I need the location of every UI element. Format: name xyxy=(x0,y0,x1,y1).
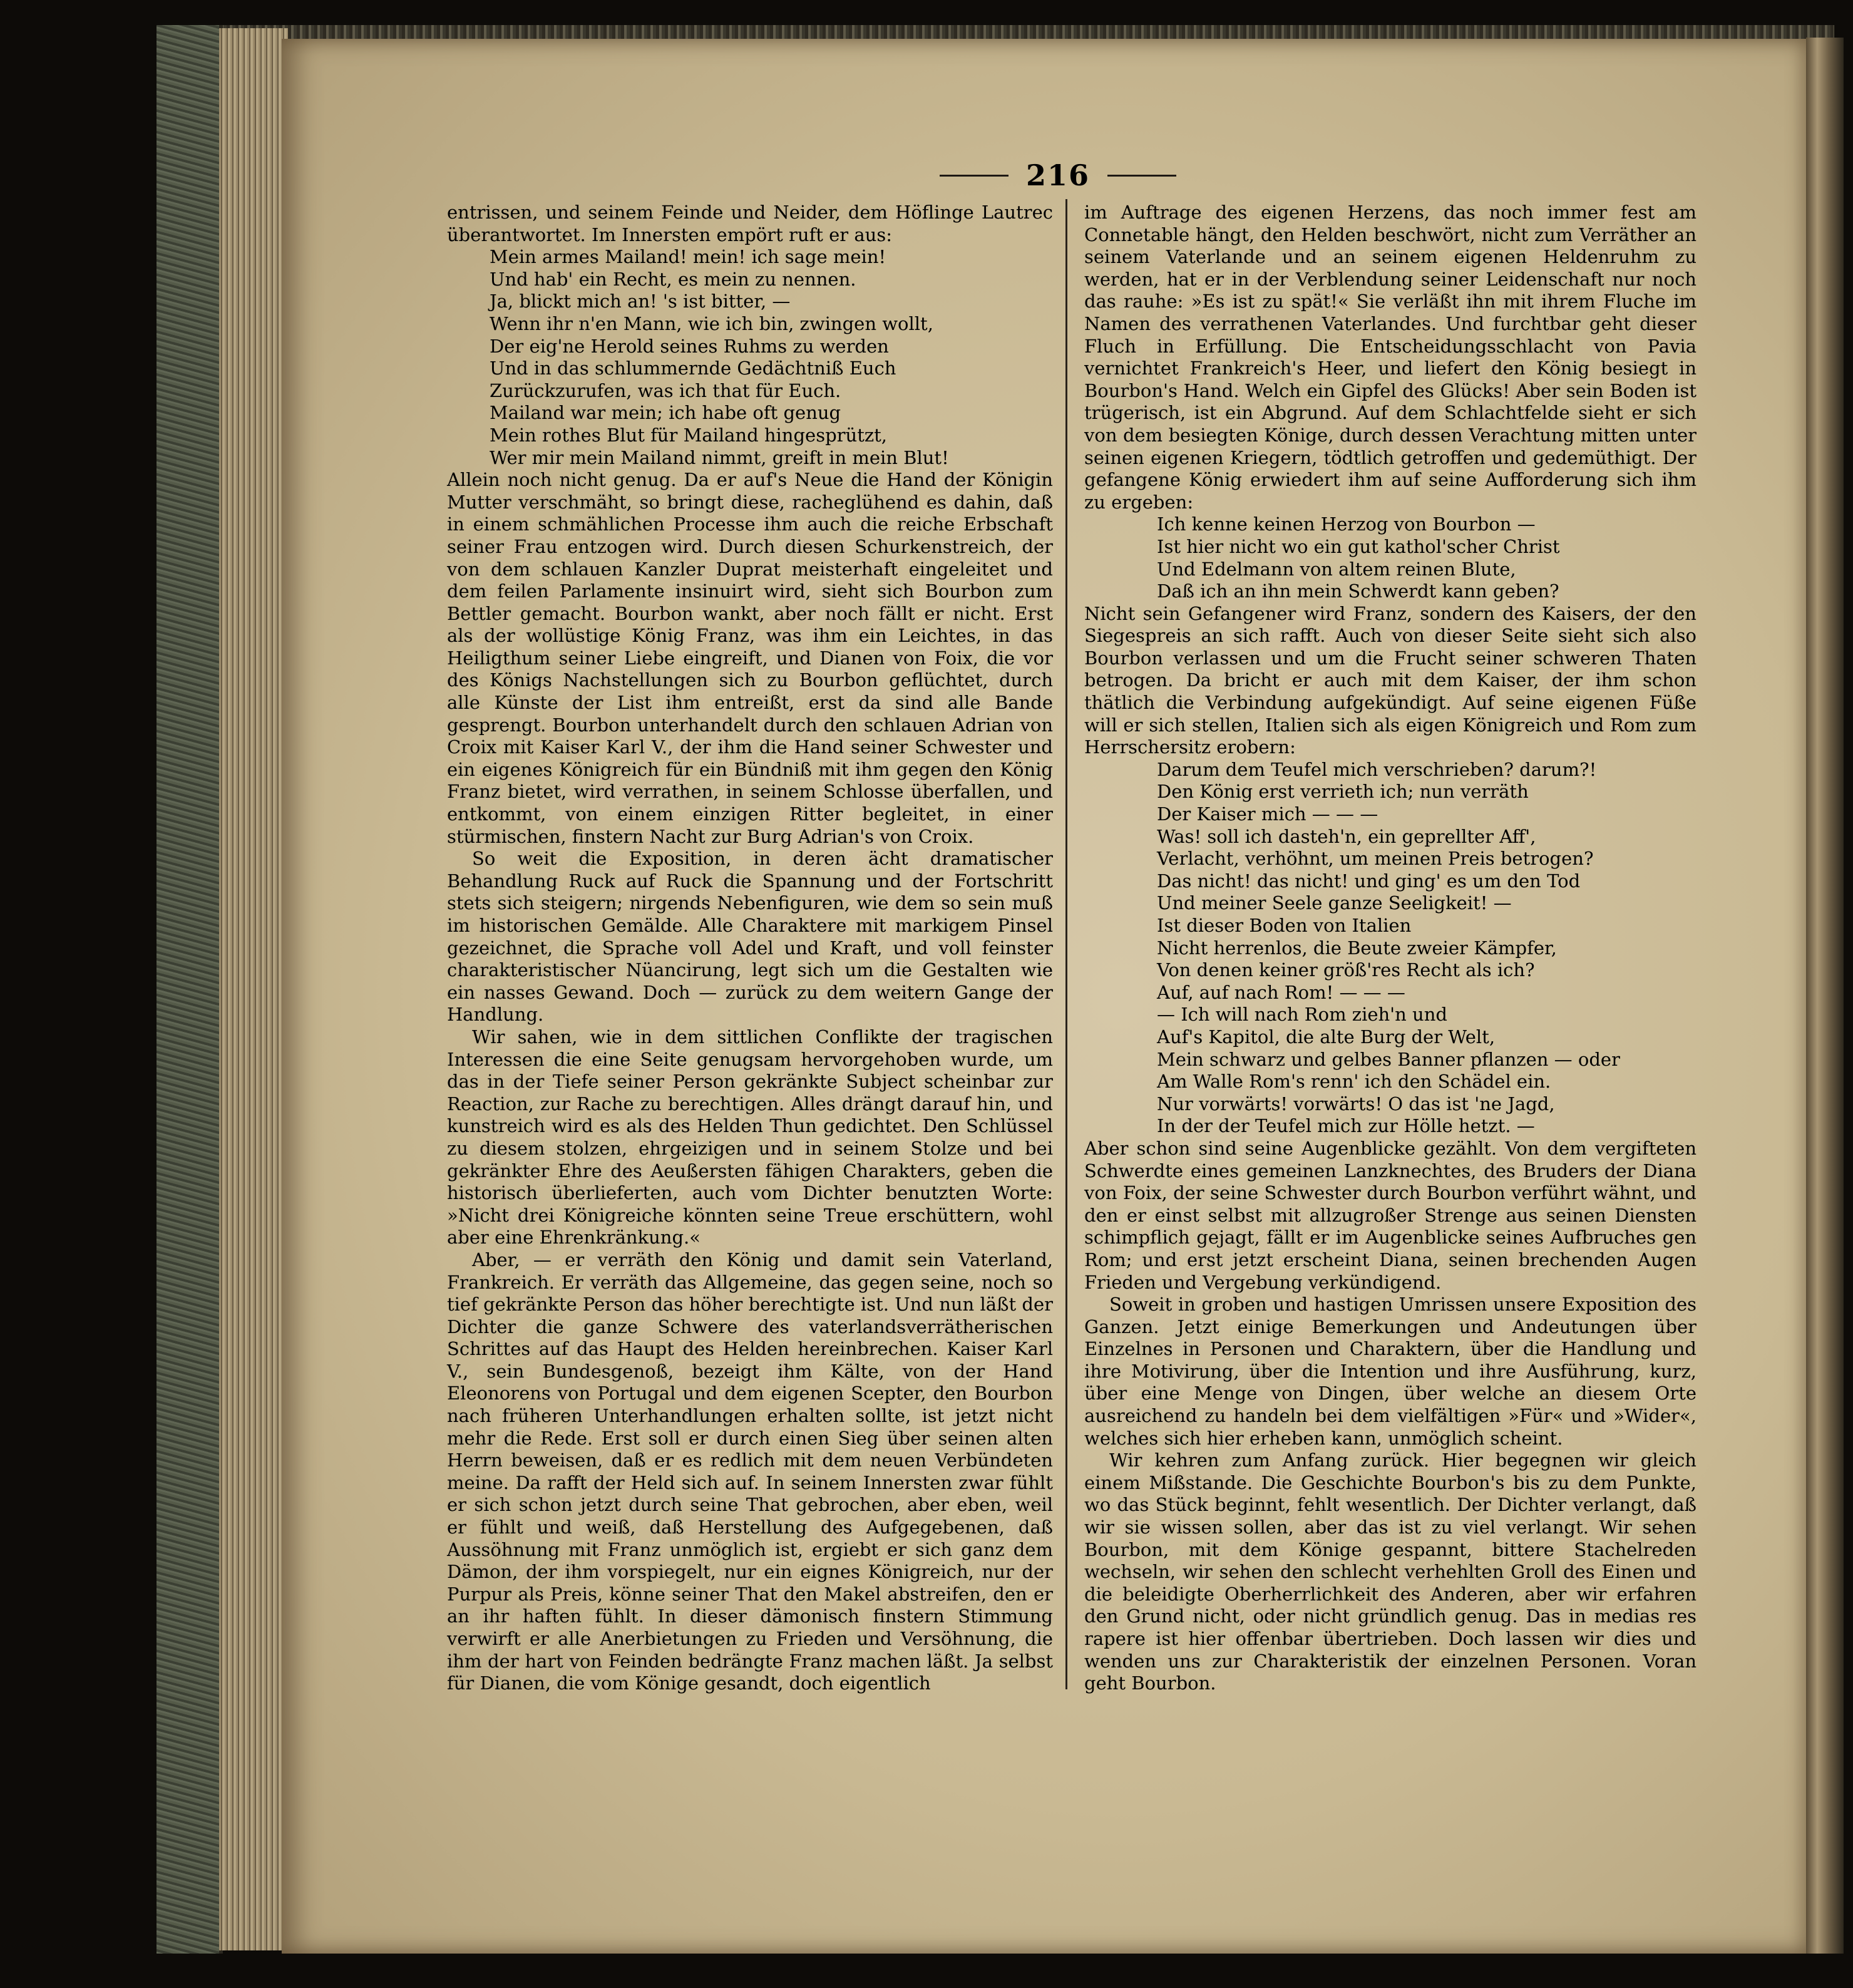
book-cover-edge xyxy=(157,25,223,1954)
paragraph: im Auftrage des eigenen Herzens, das noch immer fest am Connetable hängt, den Helden beschwört, nicht zum Verräther an seinem Vaterlande und an seinem eigenen Heldenruhm zu werden, hat er in der Verblendung seiner Leidenschaft nur noch das rauhe: »Es ist zu spät!« Sie verläßt ihn mit ihrem Fluche im Namen des verrathenen Vaterlandes. Und furchtbar geht dieser Fluch in Erfüllung. Die Entscheidungsschlacht von Pavia vernichtet Frankreich's Heer, und liefert den König besiegt in Bourbon's Hand. Welch ein Gipfel des Glücks! Aber sein Boden ist trügerisch, ist ein Abgrund. Auf dem Schlachtfelde sieht er sich von dem besiegten Könige, durch dessen Verachtung mitten unter seinen eigenen Kriegern, tödtlich getroffen und gedemüthigt. Der gefangene König erwiedert ihm auf seine Aufforderung sich ihm zu ergeben: xyxy=(1084,202,1696,513)
verse-quote xyxy=(447,246,1053,469)
page-number: 216 xyxy=(1025,158,1091,192)
verse-line: Verlacht, verhöhnt, um meinen Preis betrogen? xyxy=(1157,848,1594,870)
verse-line: Ist hier nicht wo ein gut kathol'scher Christ xyxy=(1157,535,1560,557)
verse-line: Und in das schlummernde Gedächtniß Euch xyxy=(490,358,896,379)
verse-line: — Ich will nach Rom zieh'n und xyxy=(1157,1004,1447,1026)
verse-line: Mein schwarz und gelbes Banner pflanzen — oder xyxy=(1157,1048,1620,1070)
page-stack-edges xyxy=(219,28,288,1950)
verse-line: Von denen keiner größ'res Recht als ich? xyxy=(1157,959,1535,981)
verse-line: Ich kenne keinen Herzog von Bourbon — xyxy=(1157,513,1536,535)
verse-line: Wer mir mein Mailand nimmt, greift in mein Blut! xyxy=(490,446,949,468)
verse-line: Darum dem Teufel mich verschrieben? darum?! xyxy=(1157,758,1597,780)
paragraph: Wir sahen, wie in dem sittlichen Conflikte der tragischen Interessen die eine Seite genugsam hervorgehoben wurde, um das in der Tiefe seiner Person gekränkte Subject scheinbar zur Reaction, zur Rache zu berechtigen. Alles drängt darauf hin, und kunstreich wird es als des Helden Thun gedichtet. Den Schlüssel zu diesem stolzen, ehrgeizigen und in seinem Stolze und bei gekränkter Ehre des Aeußersten fähigen Charakters, geben die historisch überlieferten, auch vom Dichter benutzten Worte: »Nicht drei Königreiche könnten seine Treue erschüttern, wohl aber eine Ehrenkränkung.« xyxy=(447,1026,1053,1249)
verse-line: Den König erst verrieth ich; nun verräth xyxy=(1157,781,1529,803)
paragraph: Wir kehren zum Anfang zurück. Hier begegnen wir gleich einem Mißstande. Die Geschichte Bourbon's bis zu dem Punkte, wo das Stück beginnt, fehlt wesentlich. Der Dichter verlangt, daß wir sie wissen sollen, aber das ist zu viel verlangt. Wir sehen Bourbon, mit dem Könige gespannt, bittere Stachelreden wechseln, wir sehen den schlecht verhehlten Groll des Einen und die beleidigte Oberherrlichkeit des Anderen, aber wir erfahren den Grund nicht, oder nicht gründlich genug. Das in medias res rapere ist hier offenbar übertrieben. Doch lassen wir dies und wenden uns zur Charakteristik der einzelnen Personen. Voran geht Bourbon. xyxy=(1084,1450,1696,1694)
right-column xyxy=(1084,202,1696,1695)
verse-line: Nur vorwärts! vorwärts! O das ist 'ne Jagd, xyxy=(1157,1093,1555,1115)
header-rule-right xyxy=(1107,175,1176,177)
verse-line: Ja, blickt mich an! 's ist bitter, — xyxy=(490,291,791,312)
paragraph: Soweit in groben und hastigen Umrissen unsere Exposition des Ganzen. Jetzt einige Bemerkungen und Andeutungen über Einzelnes in Personen und Charaktern, über die Handlung und ihre Motivirung, über die Intention und ihre Ausführung, kurz, über eine Menge von Dingen, über welche an diesem Orte ausreichend zu handeln bei dem vielfältigen »Für« und »Wider«, welches sich hier erheben kann, unmöglich scheint. xyxy=(1084,1294,1696,1449)
verse-line: Das nicht! das nicht! und ging' es um den Tod xyxy=(1157,870,1581,892)
paragraph: Allein noch nicht genug. Da er auf's Neue die Hand der Königin Mutter verschmäht, so bringt diese, racheglühend es dahin, daß in einem schmählichen Processe ihm auch die reiche Erbschaft seiner Frau entzogen wird. Durch diesen Schurkenstreich, der von dem schlauen Kanzler Duprat meisterhaft eingeleitet und dem feilen Parlamente insinuirt wird, sieht sich Bourbon zum Bettler gemacht. Bourbon wankt, aber noch fällt er nicht. Erst als der wollüstige König Franz, was ihm ein Leichtes, in das Heiligthum seiner Liebe eingreift, und Dianen von Foix, die vor des Königs Nachstellungen sich zu Bourbon geflüchtet, durch alle Künste der List ihm entreißt, erst da sind alle Bande gesprengt. Bourbon unterhandelt durch den schlauen Adrian von Croix mit Kaiser Karl V., der ihm die Hand seiner Schwester und ein eigenes Königreich für ein Bündniß mit ihm gegen den König Franz bietet, wird verrathen, in seinem Schlosse überfallen, und entkommt, von einem einzigen Ritter begleitet, in einer stürmischen, finstern Nacht zur Burg Adrian's von Croix. xyxy=(447,469,1053,847)
column-divider xyxy=(1065,199,1067,1689)
verse-line: In der der Teufel mich zur Hölle hetzt. — xyxy=(1157,1115,1535,1137)
verse-line: Und meiner Seele ganze Seeligkeit! — xyxy=(1157,892,1512,914)
left-column xyxy=(447,202,1053,1695)
verse-line: Daß ich an ihn mein Schwerdt kann geben? xyxy=(1157,580,1559,602)
verse-line: Was! soll ich dasteh'n, ein geprellter Aff', xyxy=(1157,825,1536,847)
verse-line: Mein armes Mailand! mein! ich sage mein! xyxy=(490,246,886,268)
verse-line: Mein rothes Blut für Mailand hingesprützt, xyxy=(490,424,887,446)
paragraph: So weit die Exposition, in deren ächt dramatischer Behandlung Ruck auf Ruck die Spannung und der Fortschritt stets sich steigern; nirgends Nebenfiguren, wie dem so sein muß im historischen Gemälde. Alle Charaktere mit markigem Pinsel gezeichnet, die Sprache voll Adel und Kraft, und voll feinster charakteristischer Nüancirung, legt sich um die Gestalten wie ein nasses Gewand. Doch — zurück zu dem weitern Gange der Handlung. xyxy=(447,848,1053,1026)
header-rule-left xyxy=(940,175,1009,177)
verse-line: Auf's Kapitol, die alte Burg der Welt, xyxy=(1157,1026,1496,1048)
next-page-edge xyxy=(1806,38,1844,1954)
verse-line: Am Walle Rom's renn' ich den Schädel ein. xyxy=(1157,1071,1551,1093)
verse-line: Wenn ihr n'en Mann, wie ich bin, zwingen wollt, xyxy=(490,312,933,334)
paragraph: entrissen, und seinem Feinde und Neider, dem Höflinge Lautrec überantwortet. Im Innersten empört ruft er aus: xyxy=(447,202,1053,245)
verse-line: Der Kaiser mich — — — xyxy=(1157,803,1378,825)
verse-line: Und Edelmann von altem reinen Blute, xyxy=(1157,558,1516,580)
page-header xyxy=(933,157,1183,194)
paragraph: Aber schon sind seine Augenblicke gezählt. Von dem vergifteten Schwerdte eines gemeinen Lanzknechtes, des Bruders der Diana von Foix, der seine Schwester durch Bourbon verführt wähnt, und den er einst selbst mit allzugroßer Strenge aus seinen Diensten schimpflich gejagt, fällt er im Augenblicke seines Aufbruches gen Rom; und erst jetzt erscheint Diana, seinen brechenden Augen Frieden und Vergebung verkündigend. xyxy=(1084,1137,1696,1293)
verse-line: Ist dieser Boden von Italien xyxy=(1157,915,1412,936)
verse-line: Und hab' ein Recht, es mein zu nennen. xyxy=(490,268,856,290)
verse-quote xyxy=(1084,759,1696,1138)
verse-quote xyxy=(1084,513,1696,602)
paragraph: Nicht sein Gefangener wird Franz, sondern des Kaisers, der den Siegespreis an sich rafft. Auch von dieser Seite sieht sich also Bourbon verlassen und um die Frucht seiner schweren Thaten betrogen. Da bricht er auch mit dem Kaiser, der ihm schon thätlich die Verbindung aufgekündigt. Auf seine eigenen Füße will er sich stellen, Italien sich als eigen Königreich und Rom zum Herrschersitz erobern: xyxy=(1084,602,1696,758)
verse-line: Zurückzurufen, was ich that für Euch. xyxy=(490,379,841,401)
verse-line: Der eig'ne Herold seines Ruhms zu werden xyxy=(490,335,889,357)
verse-line: Auf, auf nach Rom! — — — xyxy=(1157,981,1405,1003)
paragraph: Aber, — er verräth den König und damit sein Vaterland, Frankreich. Er verräth das Allgemeine, das gegen seine, noch so tief gekränkte Person das höher berechtigte ist. Und nun läßt der Dichter die ganze Schwere des vaterlandsverrätherischen Schrittes auf das Haupt des Helden hereinbrechen. Kaiser Karl V., sein Bundesgenoß, bezeigt ihm Kälte, von der Hand Eleonorens von Portugal und dem eigenen Scepter, den Bourbon nach früheren Unterhandlungen erhalten sollte, ist jetzt nicht mehr die Rede. Erst soll er durch einen Sieg über seinen alten Herrn beweisen, daß er es redlich mit dem neuen Verbündeten meine. Da rafft der Held sich auf. In seinem Innersten zwar fühlt er sich schon jetzt durch seine That gebrochen, aber eben, weil er fühlt und weiß, daß Herstellung des Aufgegebenen, daß Aussöhnung mit Franz unmöglich ist, ergiebt er sich ganz dem Dämon, der ihm vorspiegelt, nur ein eignes Königreich, nur der Purpur als Preis, könne seiner That den Makel abstreifen, den er an ihr haften fühlt. In dieser dämonisch finstern Stimmung verwirft er alle Anerbietungen zu Frieden und Versöhnung, die ihm der hart von Feinden bedrängte Franz machen läßt. Ja selbst für Dianen, die vom Könige gesandt, doch eigentlich xyxy=(447,1249,1053,1694)
verse-line: Nicht herrenlos, die Beute zweier Kämpfer, xyxy=(1157,937,1557,959)
verse-line: Mailand war mein; ich habe oft genug xyxy=(490,402,841,424)
